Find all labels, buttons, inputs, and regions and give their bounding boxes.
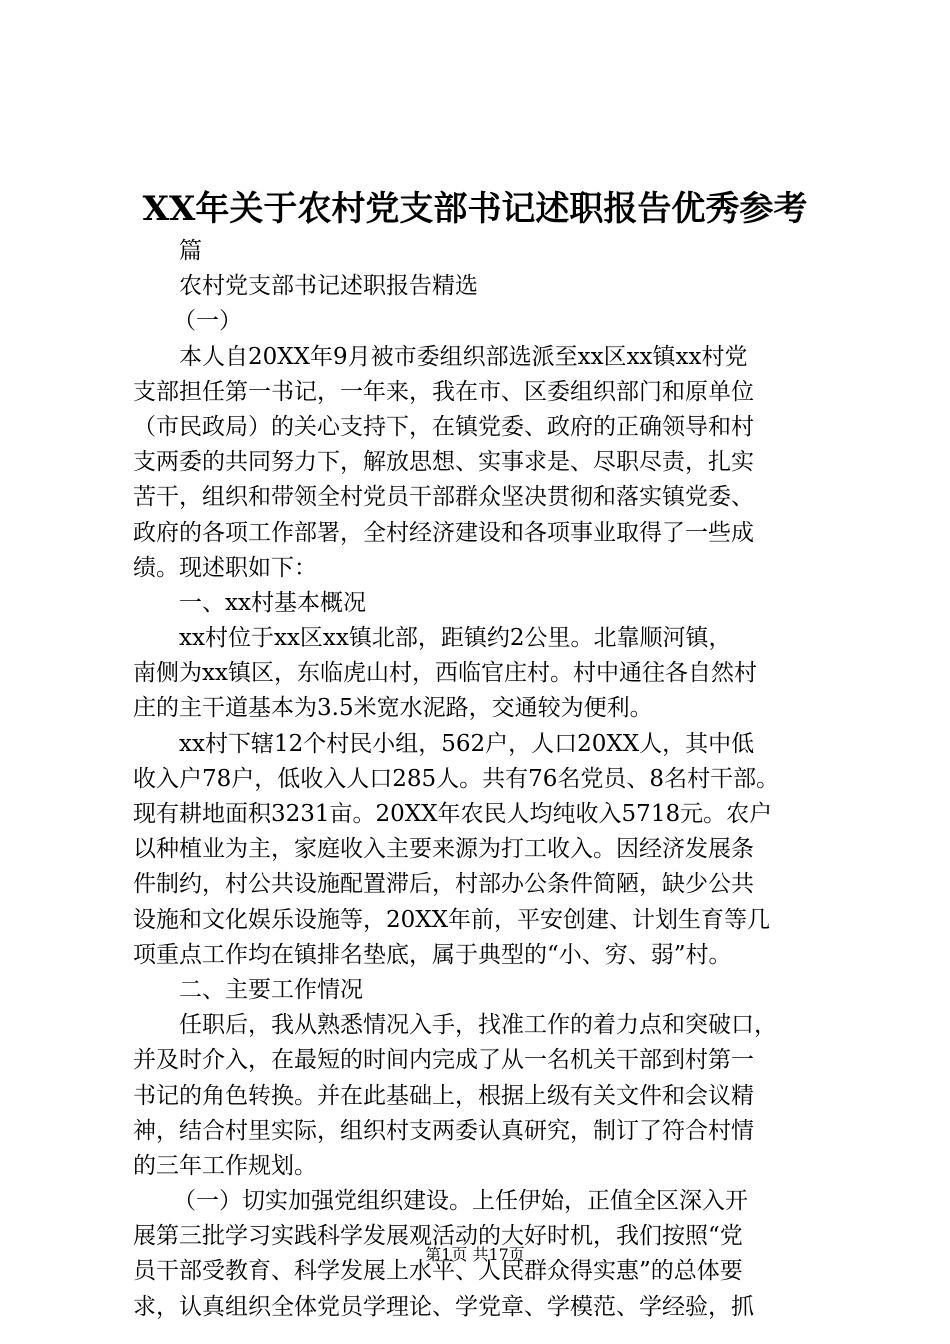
document-title: XX年关于农村党支部书记述职报告优秀参考 (142, 189, 808, 229)
paragraph-line: 苦干，组织和带领全村党员干部群众坚决贯彻和落实镇党委、 (133, 484, 754, 511)
paragraph-line: 庄的主干道基本为3.5米宽水泥路，交通较为便利。 (133, 695, 653, 722)
paragraph-line: 件制约，村公共设施配置滞后，村部办公条件简陋，缺少公共 (133, 871, 754, 898)
paragraph-line: 展第三批学习实践科学发展观活动的大好时机，我们按照“党 (133, 1223, 743, 1250)
paragraph-line: xx村下辖12个村民小组，562户，人口20XX人，其中低 (179, 730, 755, 757)
paragraph-line: 神，结合村里实际，组织村支两委认真研究，制订了符合村情 (133, 1117, 754, 1144)
paragraph-line: （一） (173, 308, 242, 335)
document-body (133, 234, 827, 1325)
section-heading: 二、主要工作情况 (179, 976, 363, 1003)
paragraph-line: （一）切实加强党组织建设。上任伊始，正值全区深入开 (173, 1188, 748, 1215)
paragraph-line: 项重点工作均在镇排名垫底，属于典型的“小、穷、弱”村。 (133, 941, 732, 968)
paragraph-line: 任职后，我从熟悉情况入手，找准工作的着力点和突破口， (179, 1012, 777, 1039)
paragraph-line: 求，认真组织全体党员学理论、学党章、学模范、学经验，抓 (133, 1293, 754, 1320)
paragraph-line: （市民政局）的关心支持下，在镇党委、政府的正确领导和村 (133, 413, 754, 440)
paragraph-line: 农村党支部书记述职报告精选 (179, 273, 478, 300)
paragraph-line: 支两委的共同努力下，解放思想、实事求是、尽职尽责，扎实 (133, 449, 754, 476)
paragraph-line: 政府的各项工作部署，全村经济建设和各项事业取得了一些成 (133, 519, 754, 546)
paragraph-line: 支部担任第一书记，一年来，我在市、区委组织部门和原单位 (133, 378, 754, 405)
paragraph-line: 以种植业为主，家庭收入主要来源为打工收入。因经济发展条 (133, 836, 754, 863)
paragraph-line: 绩。现述职如下： (133, 554, 317, 581)
paragraph-line: 南侧为xx镇区，东临虎山村，西临官庄村。村中通往各自然村 (133, 660, 757, 687)
section-heading: 一、xx村基本概况 (179, 589, 366, 616)
paragraph-line: 篇 (179, 238, 202, 264)
paragraph-line: 收入户78户，低收入人口285人。共有76名党员、8名村干部。 (133, 765, 780, 792)
paragraph-line: 并及时介入，在最短的时间内完成了从一名机关干部到村第一 (133, 1047, 754, 1074)
paragraph-line: 现有耕地面积3231亩。20XX年农民人均纯收入5718元。农户 (133, 801, 773, 827)
paragraph-line: 书记的角色转换。并在此基础上，根据上级有关文件和会议精 (133, 1082, 754, 1109)
paragraph-line: 设施和文化娱乐设施等，20XX年前，平安创建、计划生育等几 (133, 906, 771, 933)
paragraph-line: 员干部受教育、科学发展上水平、人民群众得实惠”的总体要 (133, 1258, 743, 1285)
paragraph-line: xx村位于xx区xx镇北部，距镇约2公里。北靠顺河镇， (179, 625, 732, 652)
paragraph-line: 本人自20XX年9月被市委组织部选派至xx区xx镇xx村党 (179, 343, 748, 370)
page-footer: 第1页 共17页 (425, 1245, 525, 1264)
paragraph-line: 的三年工作规划。 (133, 1152, 317, 1179)
